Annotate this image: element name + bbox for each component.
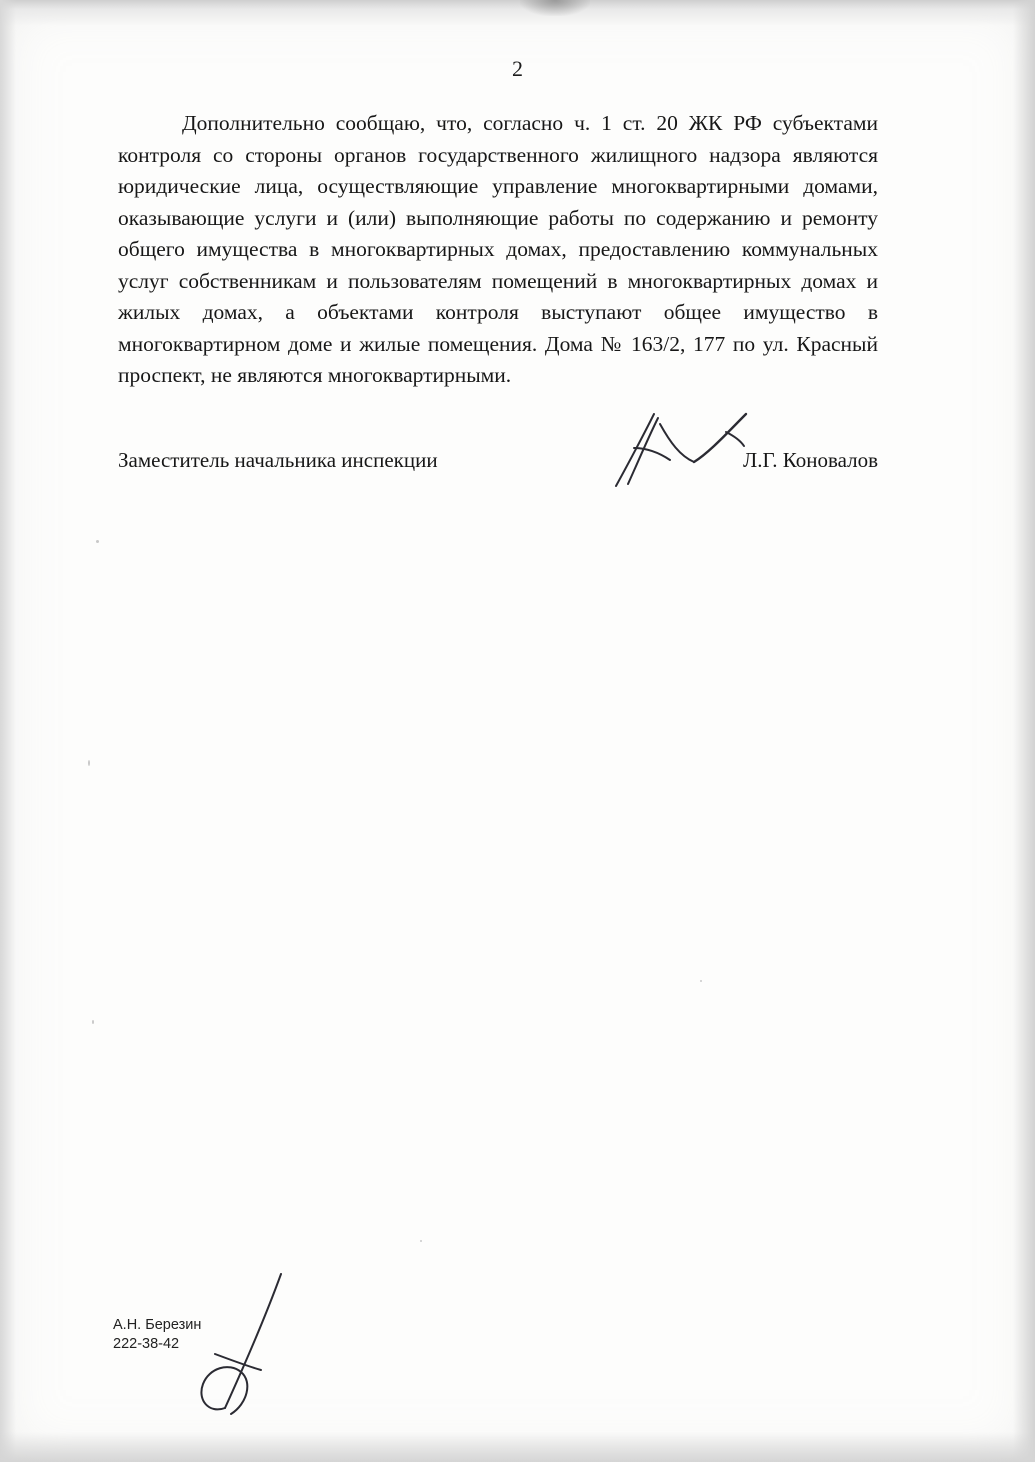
executor-name: А.Н. Березин — [113, 1317, 202, 1333]
scan-edge-left — [0, 0, 16, 1462]
executor-signature-icon — [185, 1268, 315, 1428]
scan-speck — [700, 980, 702, 982]
scan-edge-top — [0, 0, 1035, 26]
body-paragraph: Дополнительно сообщаю, что, согласно ч. 1 ст. 20 ЖК РФ субъектами контроля со стороны органов государственного жилищного надзора являются юридические лица, осуществляющие управление многоквартирными домами, оказывающие услуги и (или) выполняющие работы по содержанию и ремонту общего имущества в многоквартирных домах, предоставлению коммунальных услуг собственникам и пользователям помещений в многоквартирных домах и жилых домах, а объектами контроля выступают общее имущество в многоквартирном доме и жилые помещения. Дома № 163/2, 177 по ул. Красный проспект, не являются многоквартирными. — [118, 111, 878, 387]
signatory-name: Л.Г. Коновалов — [742, 448, 878, 472]
scan-speck — [88, 760, 90, 766]
signature-block — [118, 448, 878, 488]
scan-speck — [420, 1240, 422, 1242]
page-number: 2 — [512, 56, 523, 81]
scan-edge-bottom — [0, 1432, 1035, 1462]
signatory-title: Заместитель начальника инспекции — [118, 448, 438, 472]
executor-phone: 222-38-42 — [113, 1336, 180, 1352]
executor-info — [113, 1316, 201, 1354]
scan-edge-right — [1013, 0, 1035, 1462]
scan-speck — [92, 1020, 94, 1024]
scan-speck — [96, 540, 99, 543]
